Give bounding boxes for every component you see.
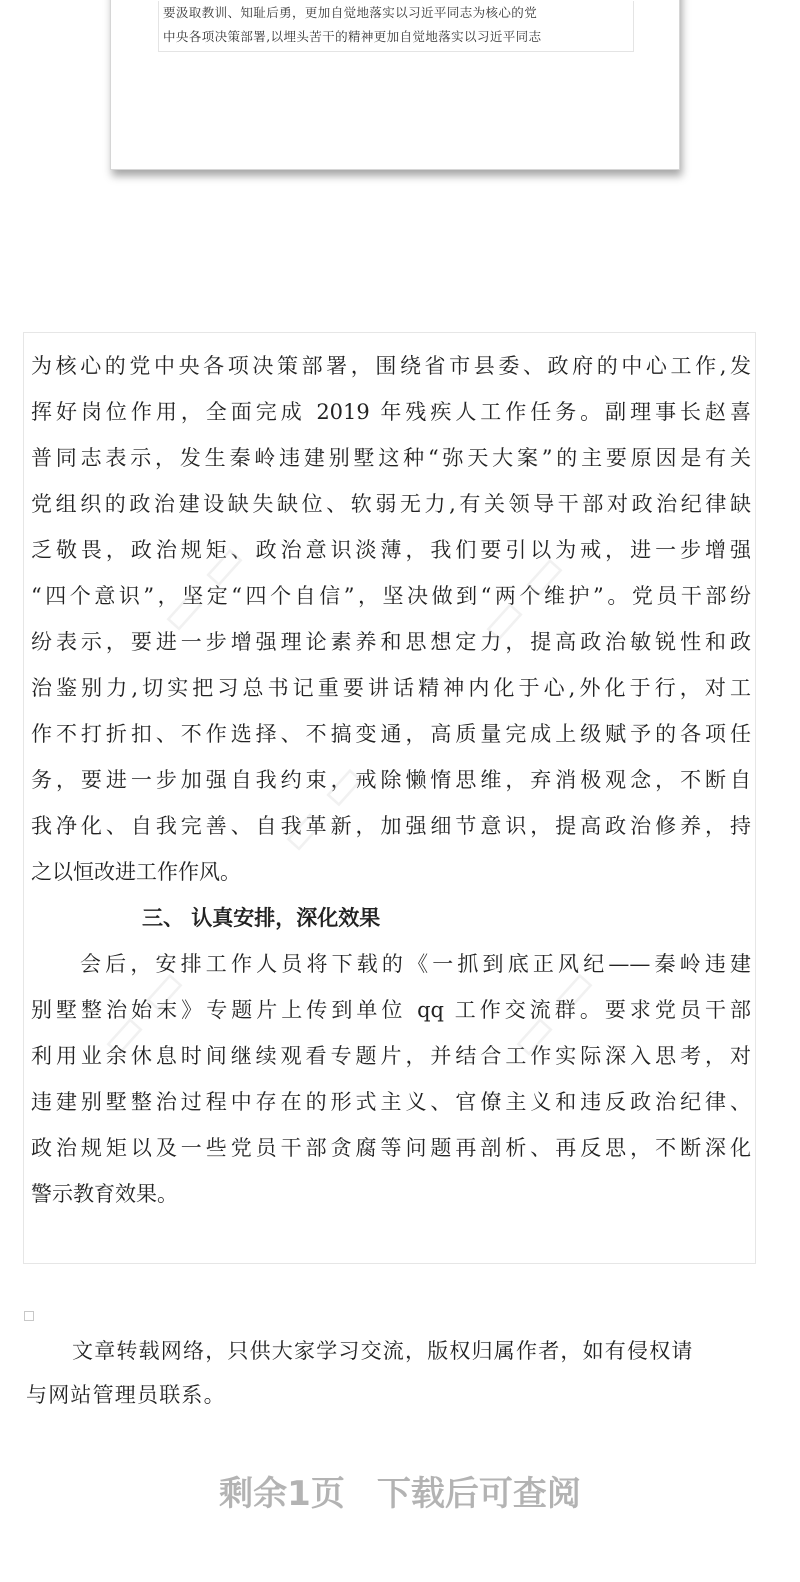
- remaining-pages-banner[interactable]: [0, 1466, 800, 1515]
- article-line: 党组织的政治建设缺失缺位、软弱无力,有关领导干部对政治纪律缺: [31, 492, 751, 516]
- preview-line: 中央各项决策部署,以埋头苦干的精神更加自觉地落实以习近平同志: [163, 29, 542, 44]
- article-line: 会后，安排工作人员将下载的《一抓到底正风纪——秦岭违建: [80, 952, 751, 976]
- download-to-view-label: 下载后可查阅: [376, 1474, 581, 1514]
- copyright-notice-line: 文章转载网络，只供大家学习交流，版权归属作者，如有侵权请: [72, 1339, 694, 1363]
- article-line: 之以恒改进工作作风。: [31, 860, 241, 884]
- checkbox-marker-icon: [24, 1311, 34, 1321]
- preview-line: 要汲取教训、知耻后勇，更加自觉地落实以习近平同志为核心的党: [163, 5, 538, 20]
- article-line: “四个意识”，坚定“四个自信”，坚决做到“两个维护”。党员干部纷: [31, 584, 751, 608]
- article-line: 普同志表示，发生秦岭违建别墅这种“弥天大案”的主要原因是有关: [31, 446, 751, 470]
- copyright-notice-line: 与网站管理员联系。: [26, 1383, 226, 1407]
- article-line: 我净化、自我完善、自我革新，加强细节意识，提高政治修养，持: [31, 814, 751, 838]
- document-preview-page: [110, 0, 680, 170]
- article-line: 纷表示，要进一步增强理论素养和思想定力，提高政治敏锐性和政: [31, 630, 751, 654]
- article-line: 挥好岗位作用，全面完成 2019 年残疾人工作任务。副理事长赵喜: [31, 400, 751, 424]
- article-line: 违建别墅整治过程中存在的形式主义、官僚主义和违反政治纪律、: [31, 1090, 751, 1114]
- article-line: 为核心的党中央各项决策部署，围绕省市县委、政府的中心工作,发: [31, 354, 751, 378]
- watermark-mark: ▭ ▭: [146, 530, 256, 644]
- watermark-mark: ▭ ▭: [466, 540, 576, 654]
- article-line: 警示教育效果。: [31, 1182, 178, 1206]
- article-line: 利用业余休息时间继续观看专题片，并结合工作实际深入思考，对: [31, 1044, 751, 1068]
- watermark-mark: ▭ ▭: [266, 750, 376, 864]
- article-line: 务，要进一步加强自我约束，戒除懒惰思维，弃消极观念，不断自: [31, 768, 751, 792]
- watermark-mark: ▭ ▭: [496, 955, 606, 1069]
- article-line: 乏敬畏，政治规矩、政治意识淡薄，我们要引以为戒，进一步增强: [31, 538, 751, 562]
- section-heading: 三、 认真安排，深化效果: [142, 906, 381, 930]
- preview-text-block: [158, 1, 634, 52]
- article-line: 政治规矩以及一些党员干部贪腐等问题再剖析、再反思，不断深化: [31, 1136, 751, 1160]
- article-body: [23, 332, 756, 1264]
- remaining-pages-label: 剩余1页: [219, 1474, 345, 1514]
- article-line: 别墅整治始末》专题片上传到单位 qq 工作交流群。要求党员干部: [31, 998, 751, 1022]
- watermark-mark: ▭ ▭: [86, 955, 196, 1069]
- article-line: 治鉴别力,切实把习总书记重要讲话精神内化于心,外化于行，对工: [31, 676, 751, 700]
- article-line: 作不打折扣、不作选择、不搞变通，高质量完成上级赋予的各项任: [31, 722, 751, 746]
